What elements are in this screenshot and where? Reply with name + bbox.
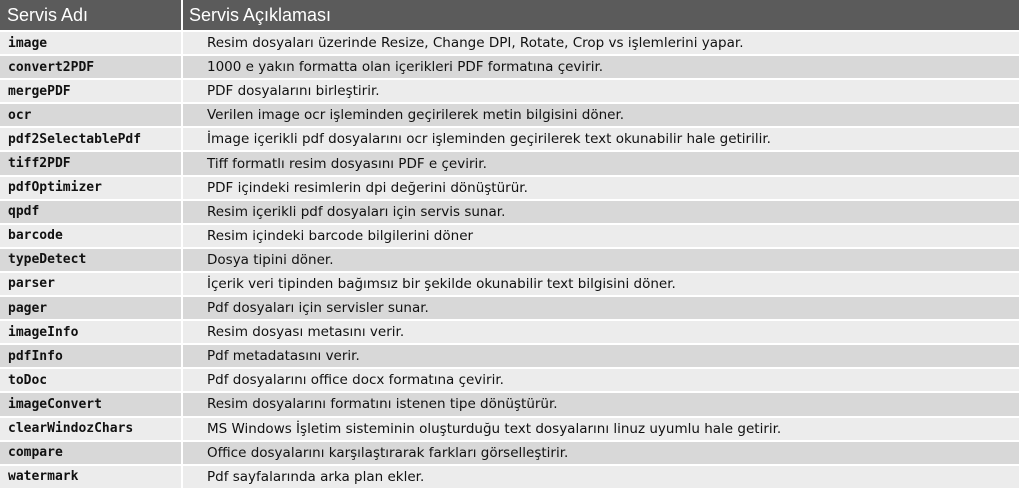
service-description-cell: İçerik veri tipinden bağımsız bir şekilde okunabilir text bilgisini döner. xyxy=(183,273,1019,297)
service-name-cell: ocr xyxy=(0,104,183,128)
table-row xyxy=(0,418,1019,442)
table-row xyxy=(0,32,1019,56)
service-description-cell: Verilen image ocr işleminden geçirilerek metin bilgisini döner. xyxy=(183,104,1019,128)
service-name-cell: pdf2SelectablePdf xyxy=(0,128,183,152)
service-name-cell: compare xyxy=(0,442,183,466)
service-name-cell: mergePDF xyxy=(0,80,183,104)
service-description-cell: MS Windows İşletim sisteminin oluşturduğu text dosyalarını linuz uyumlu hale getirir. xyxy=(183,418,1019,442)
table-row xyxy=(0,321,1019,345)
table-row xyxy=(0,128,1019,152)
table-row xyxy=(0,466,1019,490)
service-description-cell: İmage içerikli pdf dosyalarını ocr işleminden geçirilerek text okunabilir hale getirilir. xyxy=(183,128,1019,152)
header-service-description: Servis Açıklaması xyxy=(183,0,1019,32)
table-row xyxy=(0,201,1019,225)
service-name-cell: qpdf xyxy=(0,201,183,225)
service-description-cell: PDF içindeki resimlerin dpi değerini dönüştürür. xyxy=(183,177,1019,201)
service-description-cell: Pdf sayfalarında arka plan ekler. xyxy=(183,466,1019,490)
table-row xyxy=(0,104,1019,128)
table-row xyxy=(0,369,1019,393)
service-description-cell: Resim dosyaları üzerinde Resize, Change DPI, Rotate, Crop vs işlemlerini yapar. xyxy=(183,32,1019,56)
service-name-cell: clearWindozChars xyxy=(0,418,183,442)
service-description-cell: Resim içindeki barcode bilgilerini döner xyxy=(183,225,1019,249)
service-name-cell: imageInfo xyxy=(0,321,183,345)
table-row xyxy=(0,273,1019,297)
table-row xyxy=(0,177,1019,201)
table-row xyxy=(0,345,1019,369)
service-name-cell: barcode xyxy=(0,225,183,249)
table-row xyxy=(0,393,1019,417)
service-name-cell: pdfInfo xyxy=(0,345,183,369)
service-name-cell: parser xyxy=(0,273,183,297)
service-description-cell: Dosya tipini döner. xyxy=(183,249,1019,273)
service-description-cell: Tiff formatlı resim dosyasını PDF e çevirir. xyxy=(183,152,1019,176)
table-row xyxy=(0,225,1019,249)
service-description-cell: Resim dosyalarını formatını istenen tipe dönüştürür. xyxy=(183,393,1019,417)
service-description-cell: Pdf dosyalarını office docx formatına çevirir. xyxy=(183,369,1019,393)
service-description-cell: Resim dosyası metasını verir. xyxy=(183,321,1019,345)
service-name-cell: toDoc xyxy=(0,369,183,393)
service-description-cell: Pdf dosyaları için servisler sunar. xyxy=(183,297,1019,321)
service-name-cell: typeDetect xyxy=(0,249,183,273)
table-row xyxy=(0,152,1019,176)
service-description-cell: 1000 e yakın formatta olan içerikleri PDF formatına çevirir. xyxy=(183,56,1019,80)
header-row xyxy=(0,0,1019,32)
service-name-cell: image xyxy=(0,32,183,56)
service-description-cell: Resim içerikli pdf dosyaları için servis sunar. xyxy=(183,201,1019,225)
service-name-cell: tiff2PDF xyxy=(0,152,183,176)
service-name-cell: pdfOptimizer xyxy=(0,177,183,201)
service-description-cell: Office dosyalarını karşılaştırarak farkları görselleştirir. xyxy=(183,442,1019,466)
service-description-cell: PDF dosyalarını birleştirir. xyxy=(183,80,1019,104)
service-name-cell: watermark xyxy=(0,466,183,490)
table-row xyxy=(0,297,1019,321)
table-row xyxy=(0,80,1019,104)
service-description-cell: Pdf metadatasını verir. xyxy=(183,345,1019,369)
service-name-cell: imageConvert xyxy=(0,393,183,417)
service-name-cell: convert2PDF xyxy=(0,56,183,80)
header-service-name: Servis Adı xyxy=(0,0,183,32)
table-row xyxy=(0,442,1019,466)
table-row xyxy=(0,249,1019,273)
table-row xyxy=(0,56,1019,80)
service-name-cell: pager xyxy=(0,297,183,321)
